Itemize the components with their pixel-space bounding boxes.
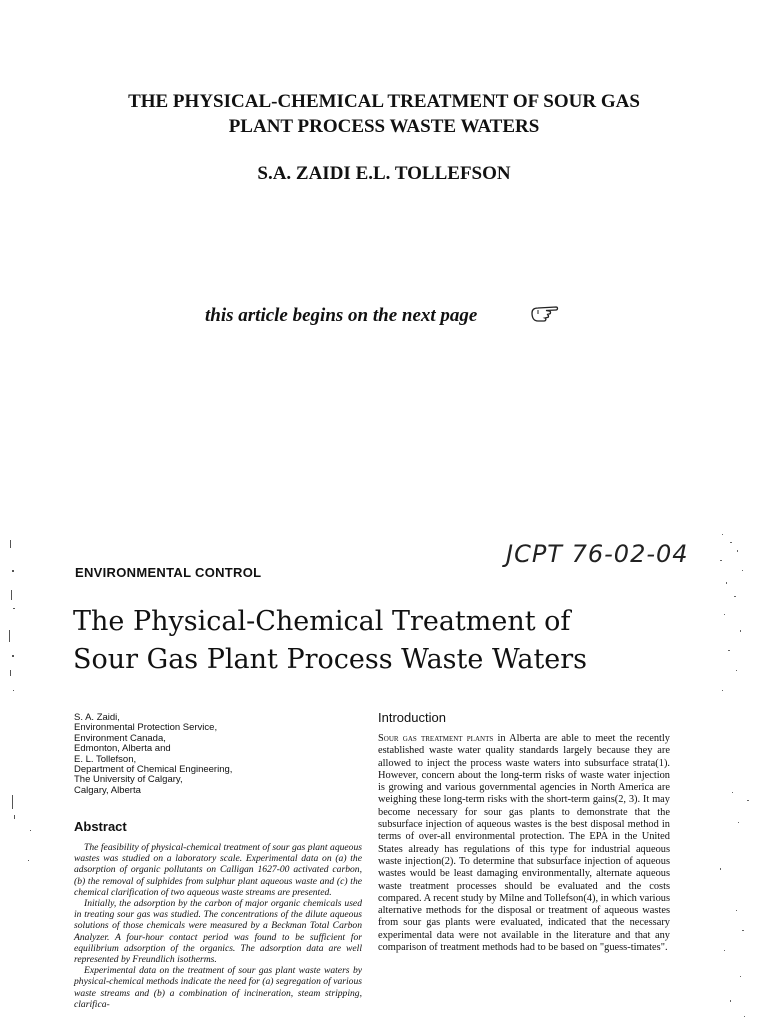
affiliation-line: E. L. Tollefson, <box>74 753 137 765</box>
abstract-paragraph: Initially, the adsorption by the carbon of major organic chemicals used in treating sour gas was studied. The concentrations of the dilute aqueous solutions of those chemicals were measured by a Beckman Total Carbon Analyzer. A four-hour contact period was found to be sufficient for equilibrium adsorption of the organics. The adsorption data are well represented by Freundlich isotherms. <box>74 898 362 966</box>
affiliation-line: The University of Calgary, <box>74 774 183 786</box>
introduction-paragraph <box>378 733 670 954</box>
abstract-paragraph: The feasibility of physical-chemical treatment of sour gas plant aqueous wastes was studied on a laboratory scale. Experimental data on (a) the adsorption of organic pollutants on Calligan 1627-00 activated carbon, (b) the removal of sulphides from sulphur plant aqueous waste and (c) the chemical clarification of two aqueous waste streams are presented. <box>74 842 362 898</box>
affiliation-line: Environmental Protection Service, <box>74 722 218 734</box>
affiliation-line: S. A. Zaidi, <box>74 712 120 723</box>
introduction-body <box>378 733 670 954</box>
cover-authors: S.A. ZAIDI E.L. TOLLEFSON <box>257 163 511 184</box>
article-title <box>73 603 587 679</box>
cover-title-line-1: THE PHYSICAL-CHEMICAL TREATMENT OF SOUR GAS <box>128 91 640 112</box>
affiliation-line: Calgary, Alberta <box>74 784 141 796</box>
scan-noise-left <box>0 530 40 910</box>
affiliation-line: Edmonton, Alberta and <box>74 743 171 755</box>
introduction-lead-smallcaps: Sour gas treatment plants <box>378 733 494 744</box>
pointing-hand-icon <box>530 304 560 322</box>
abstract-paragraph: Experimental data on the treatment of sour gas plant waste waters by physical-chemical methods indicate the need for (a) segregation of various waste streams and (b) a combination of incineration, steam stripping, clarifica- <box>74 965 362 1010</box>
next-page-note: this article begins on the next page <box>205 305 478 326</box>
article-title-line-1: The Physical-Chemical Treatment of <box>73 606 571 637</box>
cover-title-line-2: PLANT PROCESS WASTE WATERS <box>228 116 540 137</box>
affiliation-line: Department of Chemical Engineering, <box>74 764 233 776</box>
handwritten-reference-number: JCPT 76-02-04 <box>506 540 689 568</box>
introduction-text: in Alberta are able to meet the recently established waste water quality standards largely because they are allowed to inject the process waste waters into subsurface strata(1). However, concern about the long-term risks of waste water injection is growing and various governmental agencies in North America are weighing these long-term risks with the short-term gains(2, 3). It may become necessary for sour gas plants to demonstrate that the subsurface injection of aqueous wastes is the best disposal method in terms of over-all environmental protection. The EPA in the United States already has regulations of this type for industrial aqueous waste injection(2). To determine that subsurface injection of aqueous wastes would be least damaging environmentally, alternate aqueous waste treatment processes should be evaluated and the costs compared. A recent study by Milne and Tollefson(4), in which various alternative methods for the disposal or treatment of aqueous wastes from sour gas plants were evaluated, indicated that the necessary experimental data were not available in the literature and that any comparison of treatment methods had to be based on "guess-timates". <box>378 733 670 954</box>
abstract-heading: Abstract <box>74 819 127 834</box>
abstract-body <box>74 842 362 1010</box>
scan-noise-right <box>712 530 768 1024</box>
article-title-line-2: Sour Gas Plant Process Waste Waters <box>73 644 588 675</box>
author-affiliations <box>74 713 232 796</box>
cover-title <box>0 89 768 139</box>
introduction-heading: Introduction <box>378 710 446 725</box>
section-label: ENVIRONMENTAL CONTROL <box>75 565 262 580</box>
affiliation-line: Environment Canada, <box>74 732 166 744</box>
